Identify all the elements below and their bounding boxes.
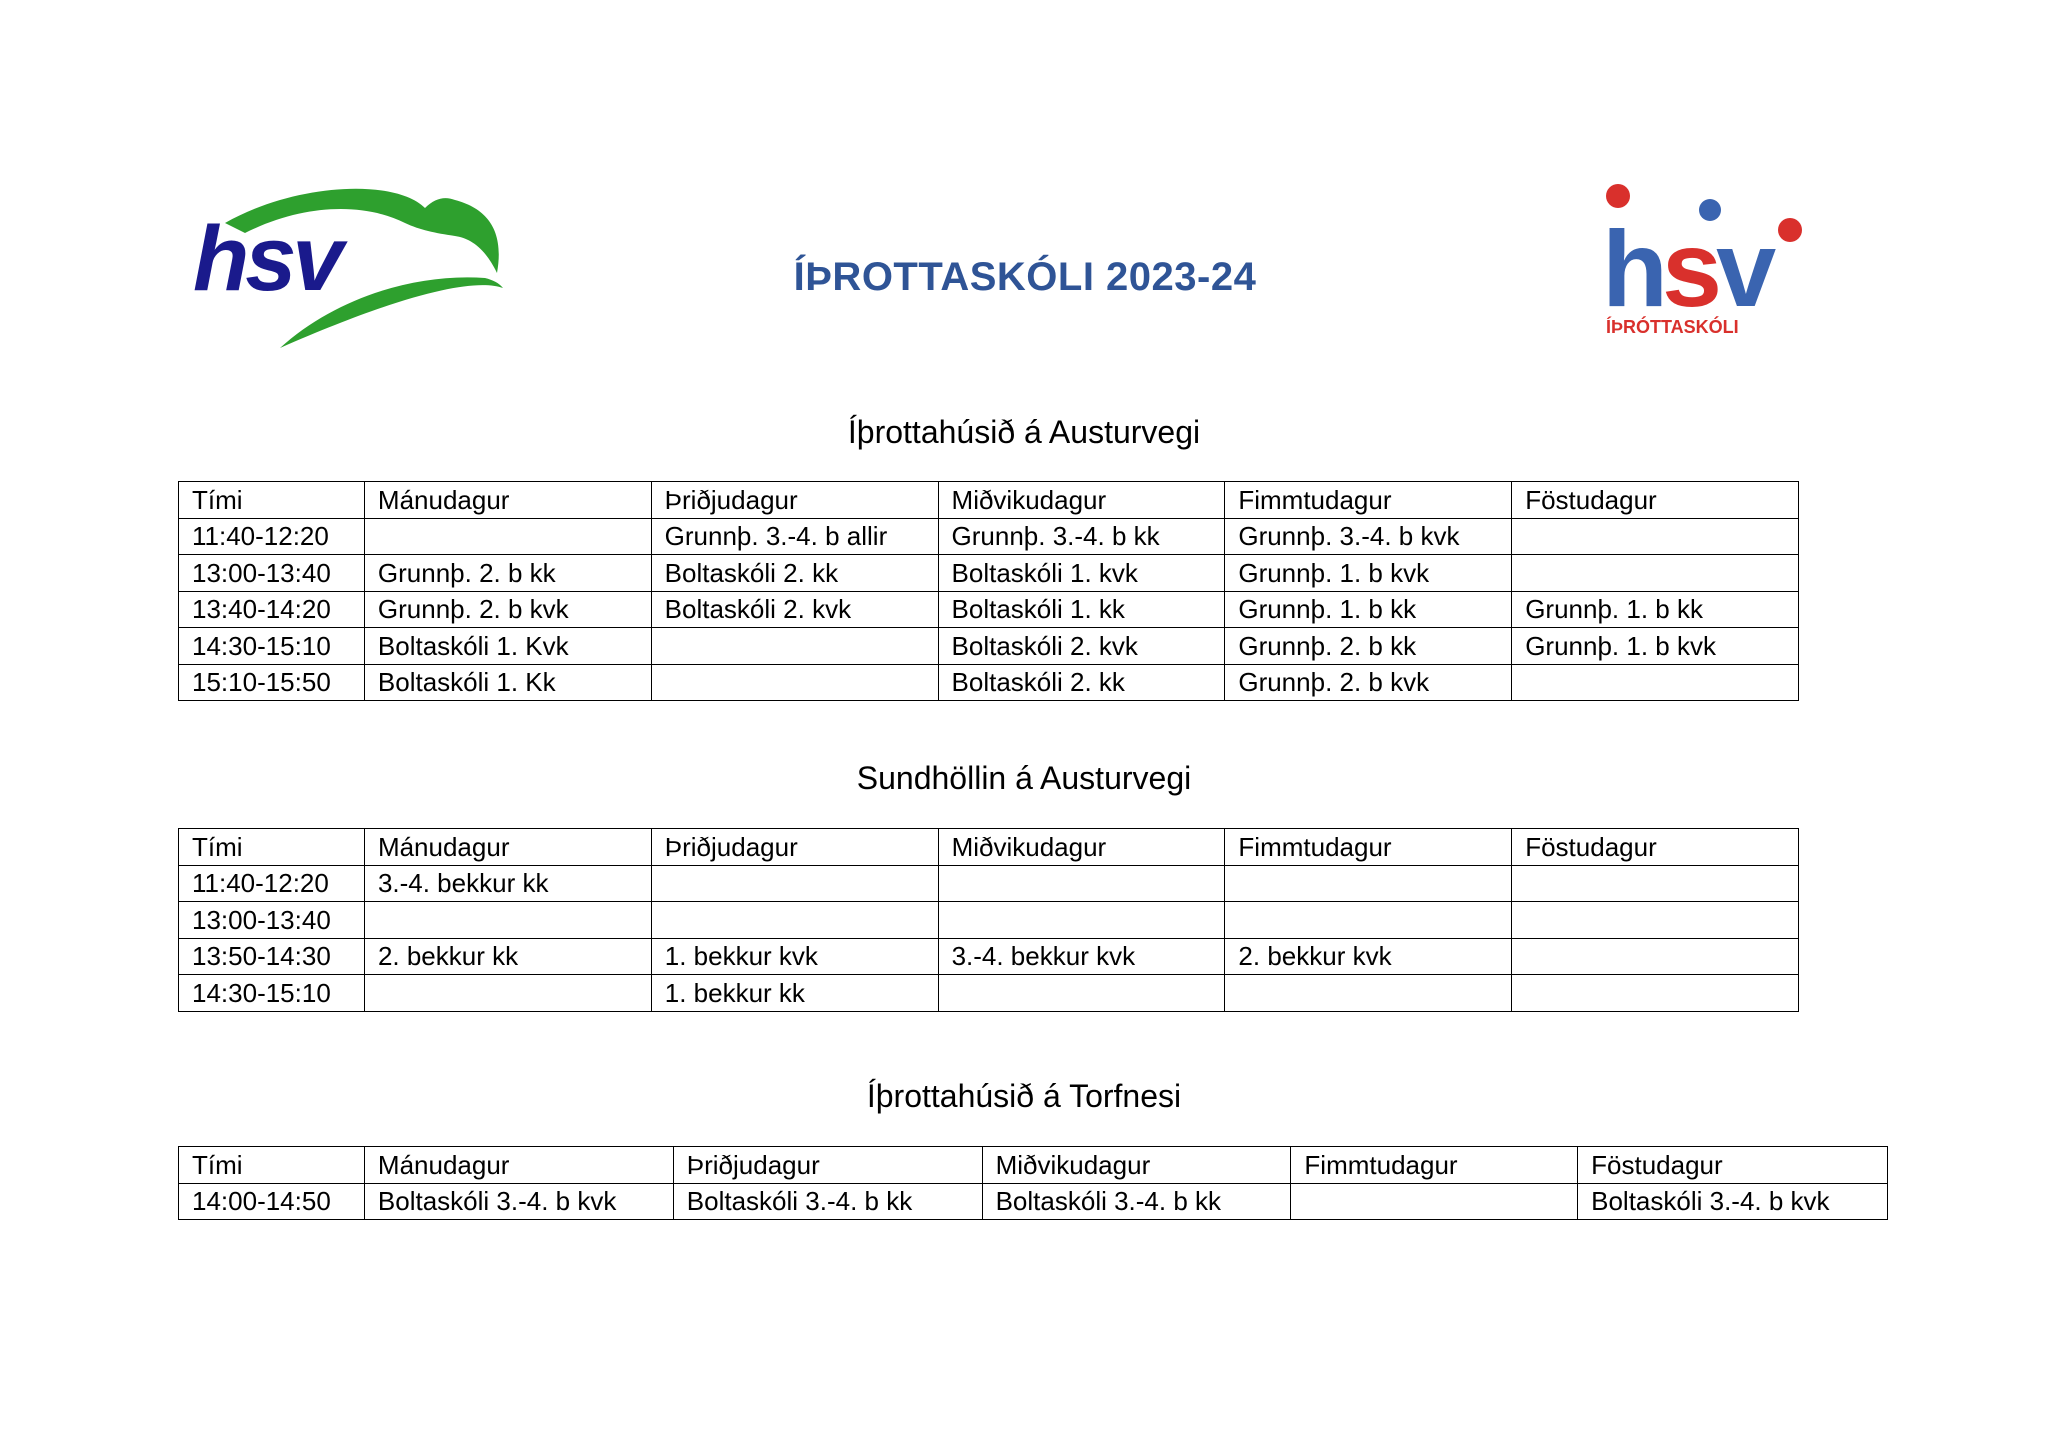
table-row	[179, 1183, 1888, 1220]
table-cell	[651, 628, 938, 665]
table-cell	[938, 865, 1225, 902]
header-cell: Fimmtudagur	[1225, 482, 1512, 519]
time-cell: 14:00-14:50	[179, 1183, 365, 1220]
time-cell: 11:40-12:20	[179, 865, 365, 902]
table-row	[179, 628, 1799, 665]
table-cell: 3.-4. bekkur kvk	[938, 938, 1225, 975]
header-cell: Þriðjudagur	[651, 829, 938, 866]
header-cell: Tími	[179, 829, 365, 866]
header-cell: Tími	[179, 1147, 365, 1184]
table-cell	[1512, 664, 1799, 701]
page-title: ÍÞROTTASKÓLI 2023-24	[793, 255, 1257, 299]
schedule-table-austurvegi	[178, 481, 1799, 701]
table-cell: 2. bekkur kk	[364, 938, 651, 975]
table-cell	[1225, 865, 1512, 902]
schedule-table-torfnesi	[178, 1146, 1888, 1220]
table-cell	[938, 902, 1225, 939]
table-cell: Grunnþ. 2. b kk	[364, 555, 651, 592]
header-cell: Fimmtudagur	[1225, 829, 1512, 866]
table-cell	[1512, 975, 1799, 1012]
table-row	[179, 664, 1799, 701]
table-cell: Boltaskóli 1. kk	[938, 591, 1225, 628]
time-cell: 13:00-13:40	[179, 902, 365, 939]
header-cell: Föstudagur	[1512, 482, 1799, 519]
table-cell: Boltaskóli 3.-4. b kk	[673, 1183, 982, 1220]
header-cell: Miðvikudagur	[982, 1147, 1291, 1184]
table-cell: Boltaskóli 1. kvk	[938, 555, 1225, 592]
table-row	[179, 591, 1799, 628]
time-cell: 13:50-14:30	[179, 938, 365, 975]
hsv-ithrottaskoli-logo	[1600, 178, 1810, 338]
section-title-austurvegi: Íþrottahúsið á Austurvegi	[847, 414, 1201, 450]
table-cell: Boltaskóli 2. kvk	[938, 628, 1225, 665]
table-cell: Grunnþ. 1. b kvk	[1512, 628, 1799, 665]
table-cell: Boltaskóli 2. kk	[938, 664, 1225, 701]
logo-subtext: ÍÞRÓTTASKÓLI	[1606, 317, 1739, 337]
table-cell	[364, 975, 651, 1012]
header-cell: Þriðjudagur	[673, 1147, 982, 1184]
time-cell: 14:30-15:10	[179, 975, 365, 1012]
table-cell	[651, 865, 938, 902]
table-cell: Boltaskóli 3.-4. b kvk	[364, 1183, 673, 1220]
table-header-row	[179, 829, 1799, 866]
header-cell: Tími	[179, 482, 365, 519]
time-cell: 13:40-14:20	[179, 591, 365, 628]
header-cell: Miðvikudagur	[938, 829, 1225, 866]
schedule-table-sundhollin	[178, 828, 1799, 1012]
header-cell: Fimmtudagur	[1291, 1147, 1578, 1184]
table-cell: Grunnþ. 2. b kvk	[364, 591, 651, 628]
table-cell: Boltaskóli 1. Kvk	[364, 628, 651, 665]
table-cell: Boltaskóli 2. kvk	[651, 591, 938, 628]
time-cell: 14:30-15:10	[179, 628, 365, 665]
table-cell	[1512, 865, 1799, 902]
table-cell: Boltaskóli 3.-4. b kvk	[1578, 1183, 1888, 1220]
table-cell	[1512, 938, 1799, 975]
table-cell	[1512, 555, 1799, 592]
table-cell	[364, 902, 651, 939]
table-header-row	[179, 482, 1799, 519]
logo-text: hsv	[1602, 208, 1771, 329]
table-row	[179, 518, 1799, 555]
table-cell	[364, 518, 651, 555]
table-cell	[1225, 975, 1512, 1012]
table-cell: Grunnþ. 1. b kvk	[1225, 555, 1512, 592]
table-cell: 2. bekkur kvk	[1225, 938, 1512, 975]
table-cell	[1512, 518, 1799, 555]
table-cell	[938, 975, 1225, 1012]
table-header-row	[179, 1147, 1888, 1184]
table-cell	[1291, 1183, 1578, 1220]
header-cell: Föstudagur	[1512, 829, 1799, 866]
logo-text: hsv	[193, 208, 340, 310]
header-cell: Föstudagur	[1578, 1147, 1888, 1184]
hsv-logo	[185, 178, 505, 353]
table-cell: Grunnþ. 3.-4. b kk	[938, 518, 1225, 555]
header-cell: Þriðjudagur	[651, 482, 938, 519]
table-row	[179, 902, 1799, 939]
table-cell	[651, 664, 938, 701]
header-cell: Mánudagur	[364, 1147, 673, 1184]
table-cell	[1225, 902, 1512, 939]
table-cell: Grunnþ. 2. b kvk	[1225, 664, 1512, 701]
table-cell: Boltaskóli 2. kk	[651, 555, 938, 592]
table-cell	[1512, 902, 1799, 939]
section-title-sundhollin: Sundhöllin á Austurvegi	[856, 760, 1192, 796]
table-row	[179, 975, 1799, 1012]
table-row	[179, 865, 1799, 902]
time-cell: 13:00-13:40	[179, 555, 365, 592]
table-cell: Grunnþ. 2. b kk	[1225, 628, 1512, 665]
table-cell	[651, 902, 938, 939]
table-cell: 1. bekkur kvk	[651, 938, 938, 975]
table-cell: Grunnþ. 3.-4. b allir	[651, 518, 938, 555]
logo-dot-red-right	[1778, 218, 1802, 242]
header-cell: Mánudagur	[364, 482, 651, 519]
table-cell: Boltaskóli 1. Kk	[364, 664, 651, 701]
logo-dot-red-left	[1606, 184, 1630, 208]
time-cell: 15:10-15:50	[179, 664, 365, 701]
table-cell: Grunnþ. 3.-4. b kvk	[1225, 518, 1512, 555]
table-cell: Grunnþ. 1. b kk	[1512, 591, 1799, 628]
table-cell: Grunnþ. 1. b kk	[1225, 591, 1512, 628]
time-cell: 11:40-12:20	[179, 518, 365, 555]
table-cell: 3.-4. bekkur kk	[364, 865, 651, 902]
table-cell: Boltaskóli 3.-4. b kk	[982, 1183, 1291, 1220]
header-cell: Mánudagur	[364, 829, 651, 866]
header-cell: Miðvikudagur	[938, 482, 1225, 519]
table-cell: 1. bekkur kk	[651, 975, 938, 1012]
table-row	[179, 938, 1799, 975]
table-row	[179, 555, 1799, 592]
section-title-torfnesi: Íþrottahúsið á Torfnesi	[866, 1078, 1182, 1114]
